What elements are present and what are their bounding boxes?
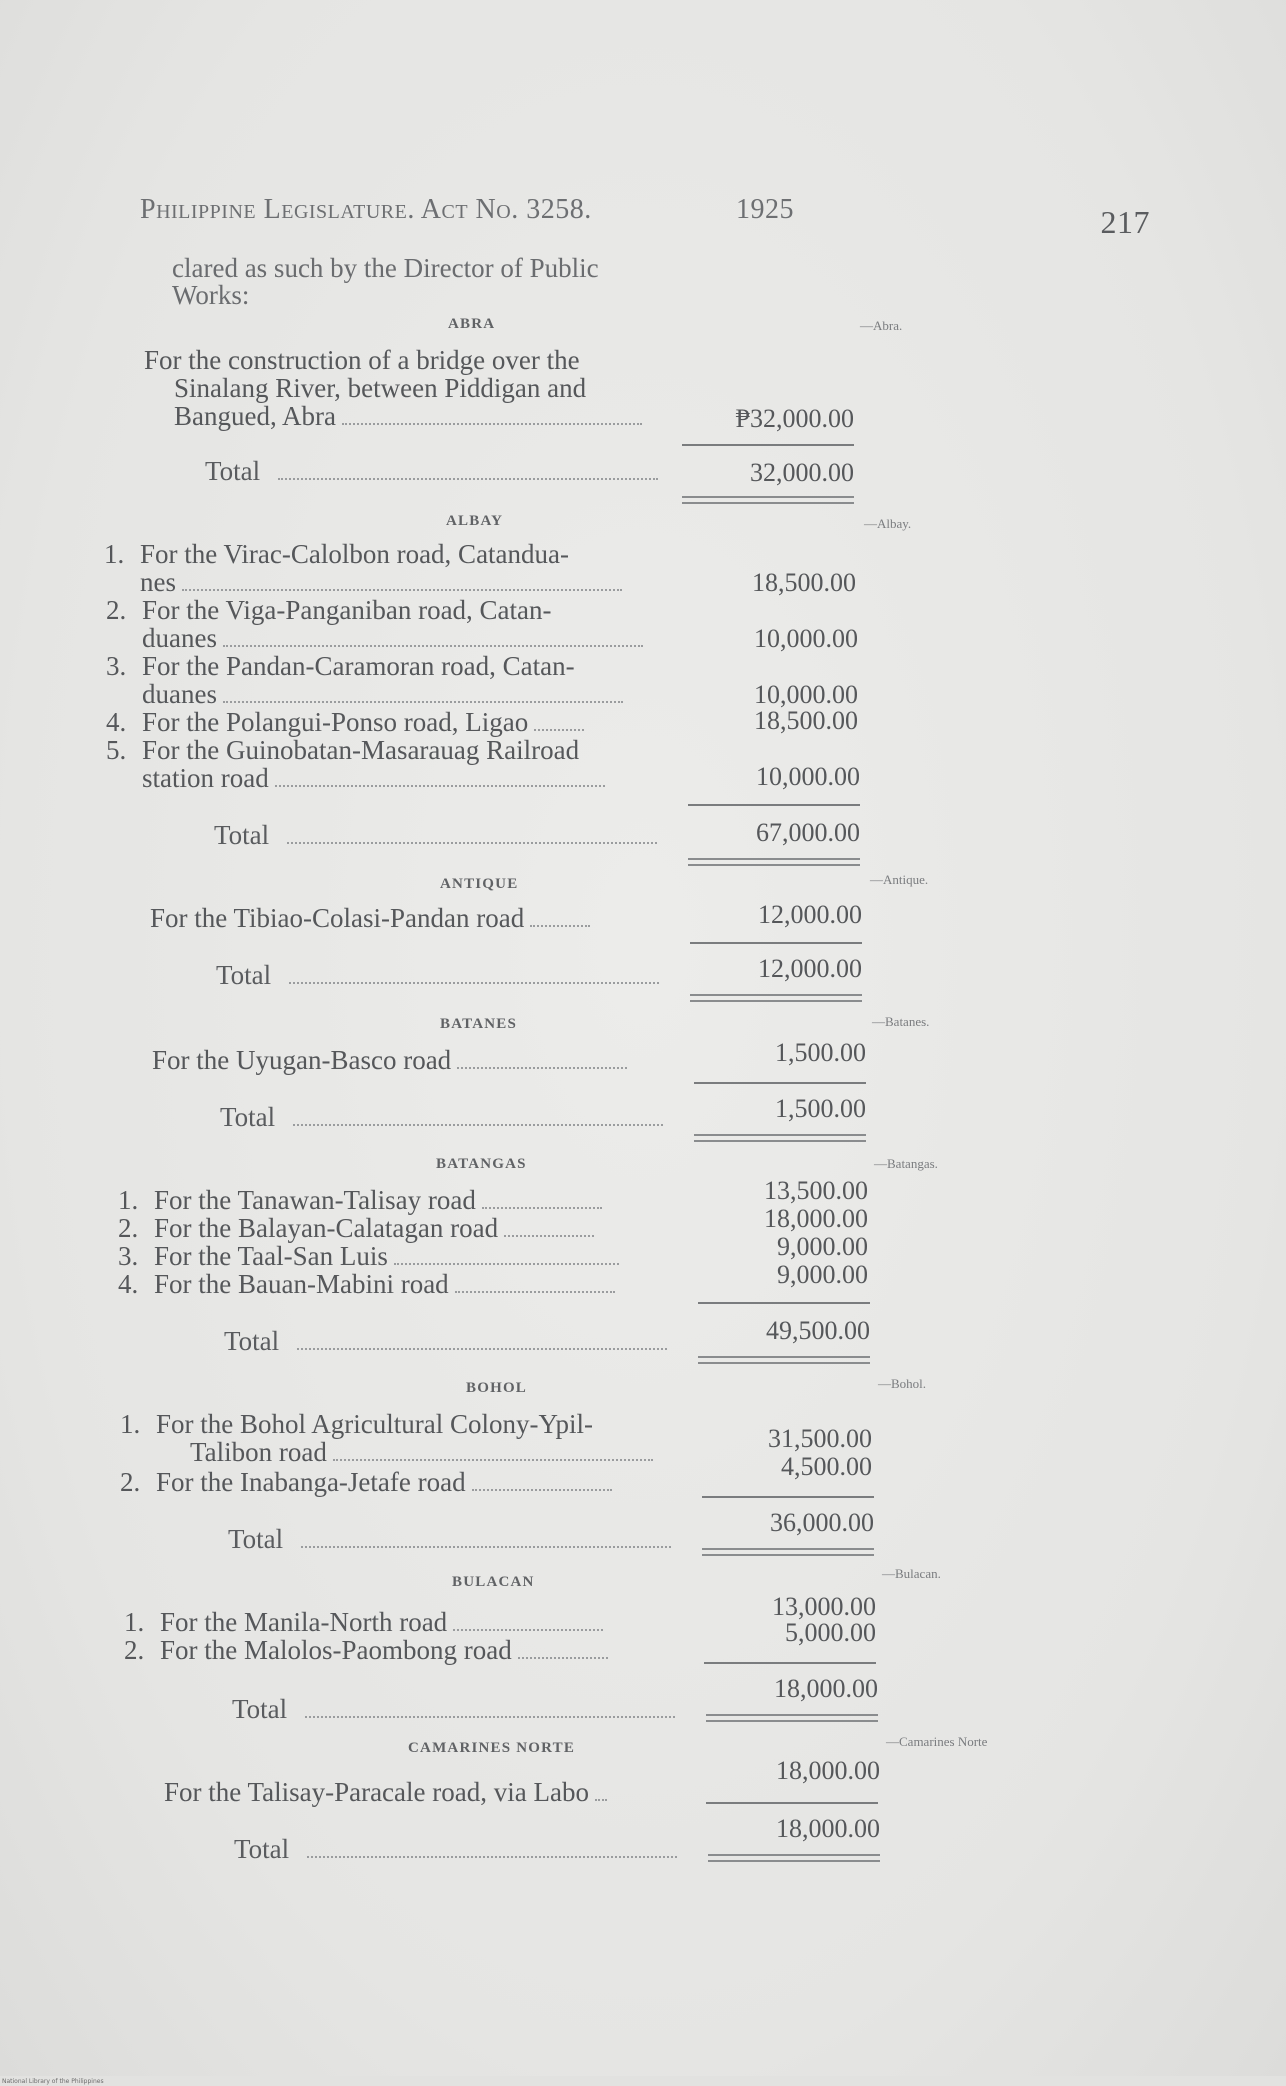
margin-note-camarines-norte: —Camarines Norte [886, 1734, 988, 1749]
sum-rule [694, 1082, 866, 1084]
total-label: Total [220, 1102, 663, 1133]
margin-note-albay: —Albay. [864, 516, 912, 531]
amount: 9,000.00 [777, 1232, 868, 1261]
amount: 9,000.00 [777, 1260, 868, 1289]
footer-strip [0, 2076, 1286, 2086]
footer-credit: National Library of the Philippines [2, 2078, 104, 2085]
list-item: 1. For the Bohol Agricultural Colony-Ypil- Talibon road [120, 1410, 720, 1466]
total-amount: 36,000.00 [770, 1508, 874, 1537]
running-year: 1925 [736, 194, 794, 225]
total-amount: 18,000.00 [774, 1674, 878, 1703]
total-label: Total [216, 960, 659, 991]
total-amount: 12,000.00 [758, 954, 862, 983]
list-item: 2. For the Balayan-Calatagan road [118, 1214, 698, 1242]
total-label: Total [234, 1834, 677, 1865]
section-title-batanes: BATANES [440, 1016, 518, 1032]
section-title-albay: ALBAY [446, 513, 504, 529]
total-amount: 32,000.00 [750, 458, 854, 487]
list-item: 4. For the Bauan-Mabini road [118, 1270, 698, 1298]
total-double-rule [682, 496, 854, 504]
total-double-rule [708, 1854, 880, 1862]
total-amount: 1,500.00 [775, 1094, 866, 1123]
list-item: For the Talisay-Paracale road, via Labo [164, 1778, 724, 1806]
page-number: 217 [1100, 204, 1150, 240]
total-double-rule [690, 994, 862, 1002]
margin-note-antique: —Antique. [870, 872, 929, 887]
list-item: 1. For the Tanawan-Talisay road [118, 1186, 698, 1214]
amount: 10,000.00 [754, 680, 858, 709]
list-item: For the Uyugan-Basco road [152, 1046, 692, 1074]
margin-note-batangas: —Batangas. [874, 1156, 938, 1171]
list-item: For the Tibiao-Colasi-Pandan road [150, 904, 690, 932]
total-double-rule [702, 1548, 874, 1556]
list-item: 2. For the Viga-Panganiban road, Catan- duanes [106, 596, 696, 652]
section-title-bulacan: BULACAN [452, 1574, 535, 1590]
section-title-batangas: BATANGAS [436, 1156, 527, 1172]
list-item: 2. For the Malolos-Paombong road [124, 1636, 724, 1664]
list-item: 1. For the Virac-Calolbon road, Catandua- nes [104, 540, 694, 596]
item-text: For the construction of a bridge over the [144, 345, 580, 375]
sum-rule [702, 1496, 874, 1498]
sum-rule [704, 1662, 876, 1664]
list-item: 1. For the Manila-North road [124, 1608, 724, 1636]
list-item: 2. For the Inabanga-Jetafe road [120, 1468, 720, 1496]
amount: ₱32,000.00 [735, 404, 854, 433]
sum-rule [690, 942, 862, 944]
total-double-rule [698, 1356, 870, 1364]
running-title: Philippine Legislature. Act No. 3258. [140, 194, 592, 225]
amount: 13,000.00 [772, 1592, 876, 1621]
margin-note-bulacan: —Bulacan. [882, 1566, 941, 1581]
margin-note-abra: —Abra. [860, 318, 903, 333]
dot-leader [342, 423, 642, 425]
amount: 10,000.00 [756, 762, 860, 791]
section-title-camarines-norte: CAMARINES NORTE [408, 1740, 576, 1756]
margin-note-bohol: —Bohol. [878, 1376, 927, 1391]
amount: 18,500.00 [754, 706, 858, 735]
total-amount: 67,000.00 [756, 818, 860, 847]
intro-text: clared as such by the Director of Public Works: [172, 253, 599, 310]
section-title-abra: ABRA [448, 316, 496, 332]
total-amount: 49,500.00 [766, 1316, 870, 1345]
section-title-antique: ANTIQUE [440, 876, 519, 892]
total-amount: 18,000.00 [776, 1814, 880, 1843]
total-double-rule [688, 858, 860, 866]
list-item: 5. For the Guinobatan-Masarauag Railroad station road [106, 736, 706, 792]
sum-rule [688, 804, 860, 806]
total-label: Total [224, 1326, 667, 1357]
total-double-rule [706, 1714, 878, 1722]
total-double-rule [694, 1134, 866, 1142]
item-text: Bangued, Abra [174, 401, 336, 431]
amount: 4,500.00 [781, 1452, 872, 1481]
amount: 1,500.00 [775, 1038, 866, 1067]
list-item: 4. For the Polangui-Ponso road, Ligao [106, 708, 696, 736]
amount: 18,000.00 [776, 1756, 880, 1785]
sum-rule [682, 444, 854, 446]
margin-note-batanes: —Batanes. [872, 1014, 930, 1029]
amount: 10,000.00 [754, 624, 858, 653]
total-label: Total [232, 1694, 675, 1725]
sum-rule [706, 1802, 878, 1804]
item-text: Sinalang River, between Piddigan and [174, 373, 587, 403]
list-item: 3. For the Taal-San Luis [118, 1242, 698, 1270]
list-item [144, 346, 684, 430]
amount: 18,500.00 [752, 568, 856, 597]
total-label: Total [228, 1524, 671, 1555]
amount: 5,000.00 [785, 1618, 876, 1647]
amount: 18,000.00 [764, 1204, 868, 1233]
list-item: 3. For the Pandan-Caramoran road, Catan- duanes [106, 652, 696, 708]
amount: 13,500.00 [764, 1176, 868, 1205]
total-label: Total [205, 456, 658, 487]
section-title-bohol: BOHOL [466, 1380, 528, 1396]
amount: 12,000.00 [758, 900, 862, 929]
total-label: Total [214, 820, 657, 851]
sum-rule [698, 1302, 870, 1304]
amount: 31,500.00 [768, 1424, 872, 1453]
